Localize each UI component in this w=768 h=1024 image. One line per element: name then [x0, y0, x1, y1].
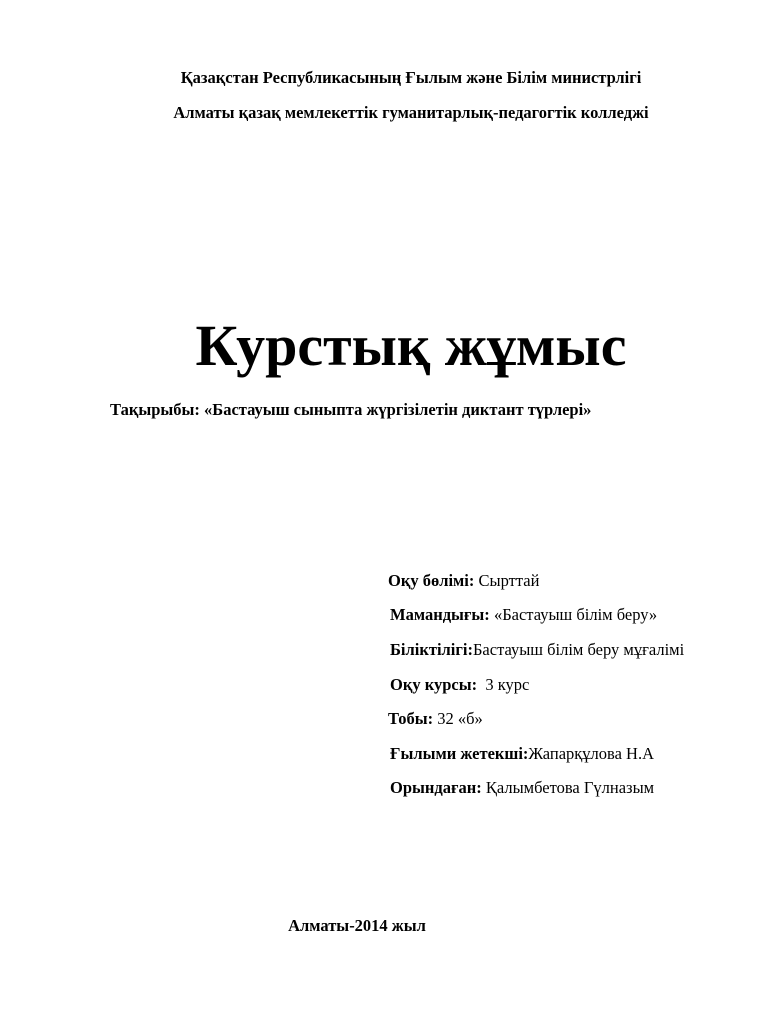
- info-course-value: 3 курс: [477, 675, 530, 694]
- info-qualification-value: Бастауыш білім беру мұғалімі: [472, 640, 685, 659]
- info-specialty-label: Мамандығы:: [390, 605, 490, 624]
- ministry-heading: Қазақстан Республикасының Ғылым және Білім министрлігі: [180, 68, 642, 87]
- info-specialty-value: «Бастауыш білім беру»: [489, 605, 658, 624]
- info-department-value: Сырттай: [474, 571, 540, 590]
- college-heading: Алматы қазақ мемлекеттік гуманитарлық-педагогтік колледжі: [173, 103, 649, 122]
- info-group-value: 32 «б»: [433, 709, 483, 728]
- info-department-label: Оқу бөлімі:: [388, 571, 475, 590]
- info-group-label: Тобы:: [388, 709, 434, 728]
- info-department: [388, 573, 539, 590]
- info-specialty: [390, 607, 657, 624]
- info-course-label: Оқу курсы:: [390, 675, 478, 694]
- info-supervisor-value: Жапарқұлова Н.А: [528, 744, 655, 763]
- info-group: [388, 711, 483, 728]
- info-supervisor: [390, 746, 654, 763]
- topic-line: Тақырыбы: «Бастауыш сыныпта жүргізілетін диктант түрлері»: [110, 400, 592, 419]
- info-supervisor-label: Ғылыми жетекші:: [390, 744, 529, 763]
- document-title: Курстық жұмыс: [195, 313, 627, 378]
- info-course: [390, 677, 529, 694]
- place-year: Алматы-2014 жыл: [288, 916, 426, 935]
- info-performer-label: Орындаған:: [390, 778, 482, 797]
- info-performer-value: Қалымбетова Гүлназым: [481, 778, 655, 797]
- info-qualification: [390, 642, 684, 659]
- info-performer: [390, 780, 654, 797]
- info-qualification-label: Біліктілігі:: [390, 640, 473, 659]
